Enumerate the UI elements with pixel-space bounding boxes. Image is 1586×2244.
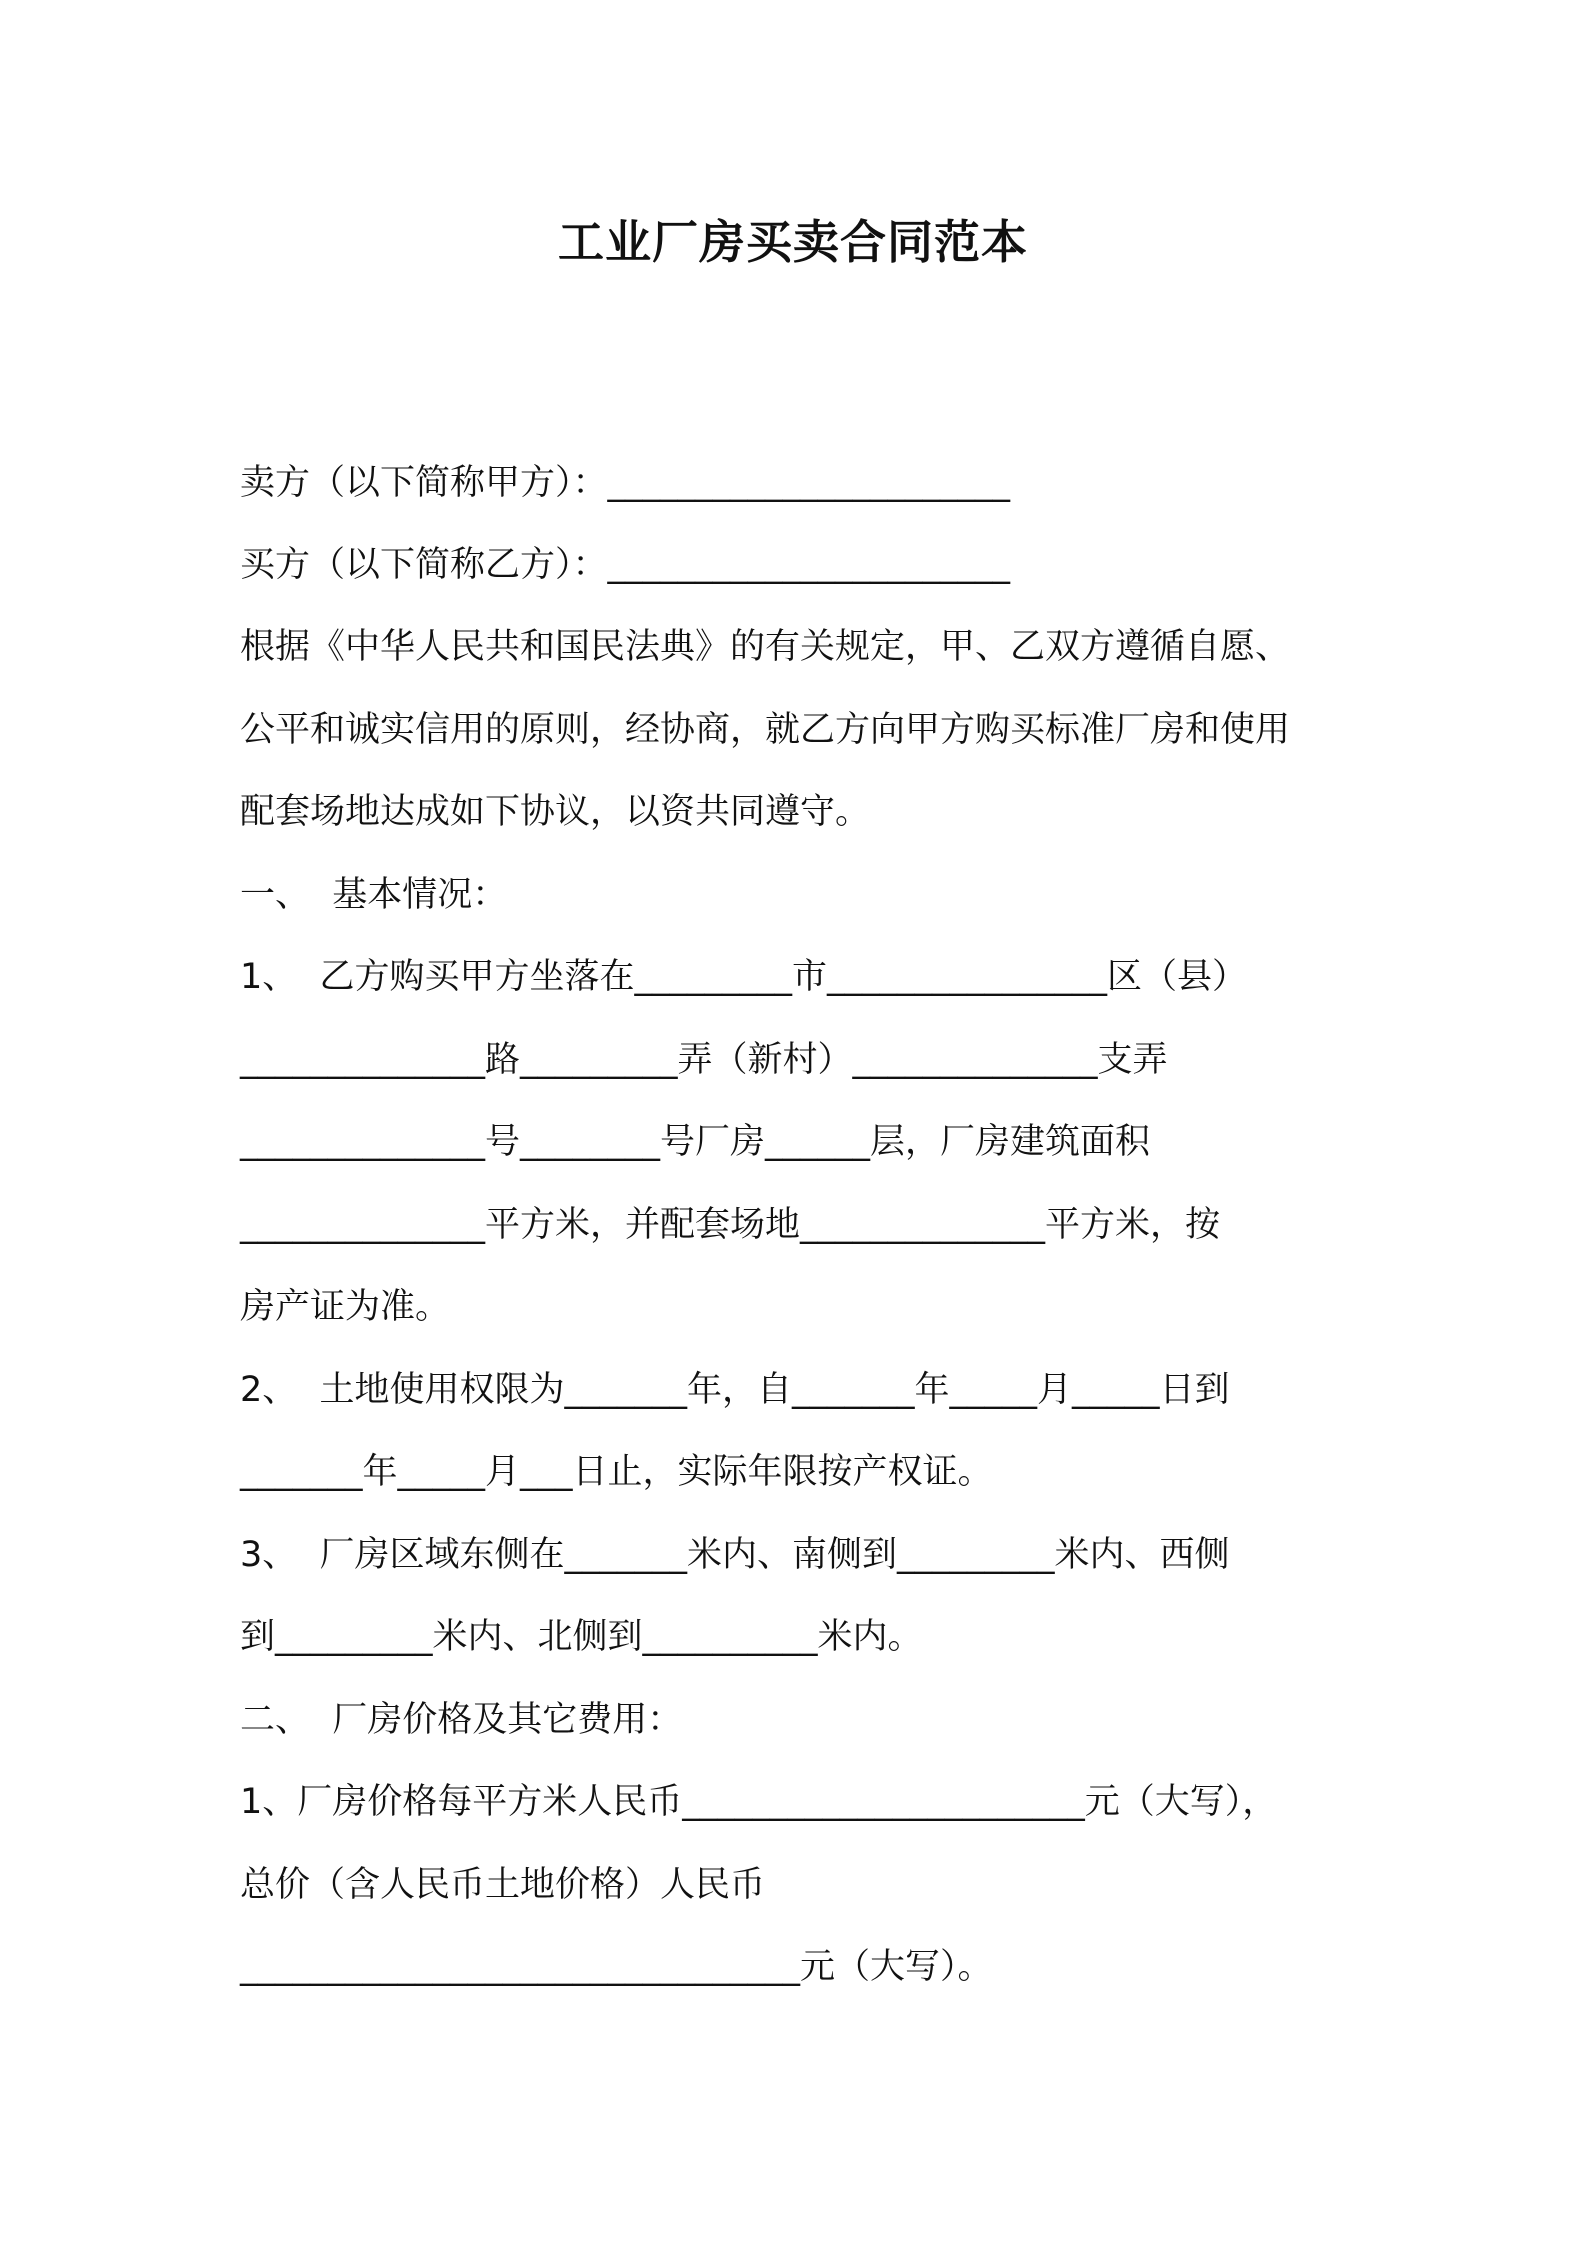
preamble-line-2: 公平和诚实信用的原则，经协商，就乙方向甲方购买标准厂房和使用 [240, 710, 1291, 750]
clause-1-line-5: 房产证为准。 [240, 1287, 451, 1327]
preamble-line-3: 配套场地达成如下协议，以资共同遵守。 [240, 792, 871, 832]
buyer-line: 买方（以下简称乙方）：_______________________ [240, 545, 1011, 585]
clause-1-line-3: ______________号________号厂房______层，厂房建筑面积 [240, 1122, 1151, 1162]
section-heading-price: 二、 厂房价格及其它费用： [240, 1700, 683, 1740]
clause-1-line-2: ______________路_________弄（新村）______________支弄 [240, 1040, 1168, 1080]
seller-line: 卖方（以下简称甲方）：_______________________ [240, 463, 1011, 503]
preamble-line-1: 根据《中华人民共和国民法典》的有关规定，甲、乙双方遵循自愿、 [240, 627, 1291, 667]
section-heading-basic-info: 一、 基本情况： [240, 875, 508, 915]
clause-1-line-4: ______________平方米，并配套场地______________平方米，按 [240, 1205, 1221, 1245]
document-title: 工业厂房买卖合同范本 [558, 215, 1028, 269]
price-clause-line-1: 1、厂房价格每平方米人民币_______________________元（大写）， [240, 1782, 1278, 1822]
clause-1-line-1: 1、 乙方购买甲方坐落在_________市________________区（县） [240, 957, 1248, 997]
price-clause-line-2: 总价（含人民币土地价格）人民币 [240, 1865, 766, 1905]
clause-2-line-1: 2、 土地使用权限为_______年，自_______年_____月_____日到 [240, 1370, 1230, 1410]
clause-2-line-2: _______年_____月___日止，实际年限按产权证。 [240, 1452, 993, 1492]
price-clause-line-3: ________________________________元（大写）。 [240, 1947, 993, 1987]
clause-3-line-1: 3、 厂房区域东侧在_______米内、南侧到_________米内、西侧 [240, 1535, 1230, 1575]
clause-3-line-2: 到_________米内、北侧到__________米内。 [240, 1617, 923, 1657]
